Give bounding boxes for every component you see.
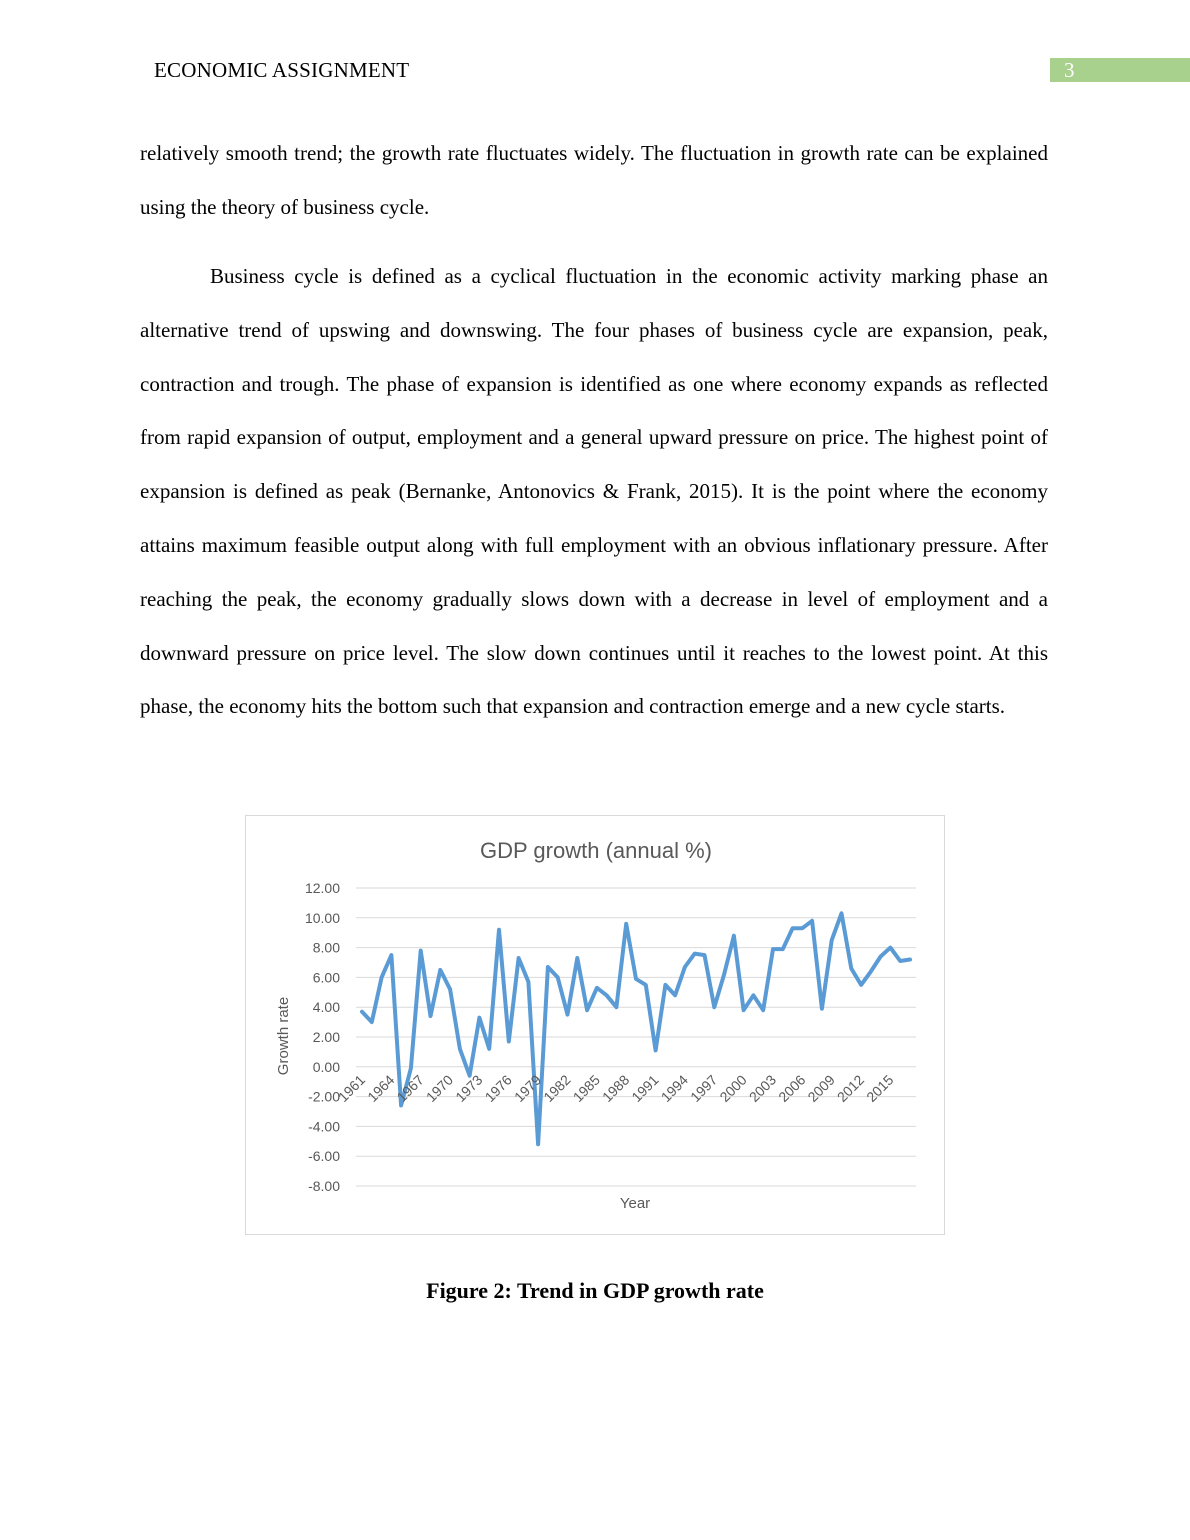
chart-x-tick-label: 2015 bbox=[863, 1071, 897, 1105]
chart-x-tick-label: 2003 bbox=[745, 1071, 780, 1105]
chart-x-axis-label: Year bbox=[619, 1195, 651, 1212]
chart-y-tick-label: 8.00 bbox=[312, 939, 340, 956]
chart-y-tick-label: -2.00 bbox=[308, 1088, 340, 1105]
gdp-growth-chart bbox=[245, 815, 945, 1235]
chart-x-tick-label: 1967 bbox=[393, 1071, 427, 1105]
body-paragraph-2: Business cycle is defined as a cyclical fluctuation in the economic activity marking phase an alternative trend of upswing and downswing. The four phases of business cycle are expansion, peak, contraction and trough. The phase of expansion is identified as one where economy expands as reflected from rapid expansion of output, employment and a general upward pressure on price. The highest point of expansion is defined as peak (Bernanke, Antonovics & Frank, 2015). It is the point where the economy attains maximum feasible output along with full employment with an obvious inflationary pressure. After reaching the peak, the economy gradually slows down with a decrease in level of employment and a downward pressure on price level. The slow down continues until it reaches to the lowest point. At this phase, the economy hits the bottom such that expansion and contraction emerge and a new cycle starts. bbox=[140, 264, 1048, 719]
chart-gridlines bbox=[356, 888, 916, 1186]
chart-x-tick-label: 1994 bbox=[657, 1071, 692, 1105]
chart-x-tick-label: 1979 bbox=[510, 1071, 545, 1105]
page-number: 3 bbox=[1050, 58, 1190, 82]
chart-x-tick-label: 1997 bbox=[687, 1071, 721, 1105]
chart-x-tick-label: 2000 bbox=[716, 1071, 750, 1105]
chart-x-tick-label: 1985 bbox=[569, 1071, 603, 1105]
chart-y-tick-label: 6.00 bbox=[312, 969, 340, 986]
chart-y-tick-label: 4.00 bbox=[312, 999, 340, 1016]
chart-x-ticks bbox=[335, 1071, 897, 1104]
chart-x-tick-label: 1961 bbox=[334, 1071, 369, 1105]
chart-y-tick-label: 10.00 bbox=[304, 909, 340, 926]
chart-x-tick-label: 1970 bbox=[422, 1071, 457, 1105]
chart-x-tick-label: 1973 bbox=[452, 1071, 486, 1105]
chart-x-tick-label: 1991 bbox=[628, 1071, 662, 1105]
chart-y-tick-label: -4.00 bbox=[308, 1118, 340, 1135]
figure-caption: Figure 2: Trend in GDP growth rate bbox=[426, 1278, 764, 1303]
chart-y-tick-label: 12.00 bbox=[304, 880, 340, 896]
header-title: ECONOMIC ASSIGNMENT bbox=[154, 58, 410, 82]
chart-y-tick-label: -6.00 bbox=[308, 1148, 340, 1165]
chart-y-tick-label: 0.00 bbox=[312, 1058, 340, 1075]
chart-x-tick-label: 1982 bbox=[540, 1071, 574, 1105]
chart-y-axis-label: Growth rate bbox=[275, 996, 292, 1076]
body-paragraph-1: relatively smooth trend; the growth rate fluctuates widely. The fluctuation in growth rate can be explained using the theory of business cycle. bbox=[140, 141, 1048, 219]
chart-x-tick-label: 2009 bbox=[804, 1071, 838, 1105]
chart-canvas bbox=[246, 816, 946, 1236]
chart-x-tick-label: 2012 bbox=[833, 1071, 868, 1105]
chart-x-tick-label: 1964 bbox=[364, 1071, 398, 1105]
chart-x-tick-label: 1988 bbox=[598, 1071, 633, 1105]
chart-title: GDP growth (annual %) bbox=[480, 838, 712, 863]
chart-x-tick-label: 2006 bbox=[775, 1071, 809, 1105]
chart-y-ticks bbox=[305, 880, 340, 1194]
chart-y-tick-label: -8.00 bbox=[308, 1178, 340, 1194]
chart-y-tick-label: 2.00 bbox=[312, 1029, 340, 1045]
chart-x-tick-label: 1976 bbox=[481, 1071, 515, 1105]
